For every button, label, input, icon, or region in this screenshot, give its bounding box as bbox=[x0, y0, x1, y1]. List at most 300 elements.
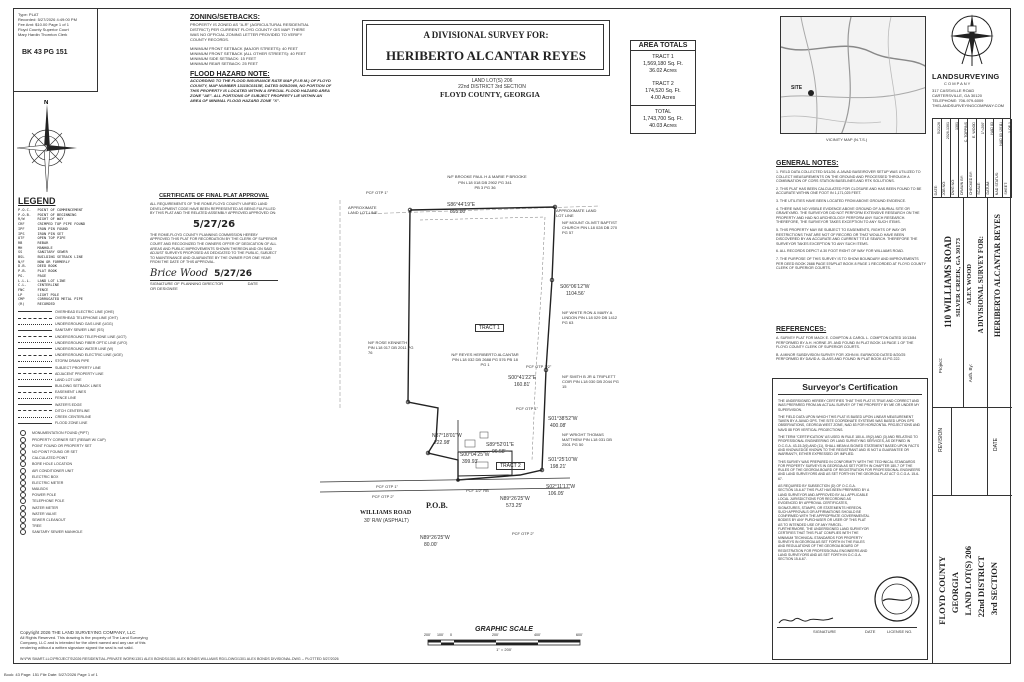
right-distance-3: 400.08' bbox=[550, 423, 567, 429]
final-plat-signature: Brice Wood bbox=[150, 267, 209, 279]
legend-point-symbol-icon bbox=[20, 529, 26, 535]
legend-point-label: SANITARY SEWER MANHOLE bbox=[32, 530, 83, 535]
general-note: 3. THE UTILITIES HAVE BEEN LOCATED FROM ABOVE GROUND EVIDENCE. bbox=[776, 198, 906, 203]
legend-point-symbol-icon bbox=[20, 486, 26, 492]
info-value: 2026-1301 bbox=[946, 122, 951, 140]
legend-abbr-item: D.B. DEED BOOK bbox=[18, 264, 57, 269]
surveyor-seal-icon bbox=[873, 575, 921, 623]
reference-item: A. SURVEY PLAT FOR MACK E. COMPTON & CAROL L. COMPTON DATED 10/13/84 PERFORMED BY A.H. HORNE JR. AND FOUND IN PLAT BOOK 18 PAGE 1 OF THE FLOYD COUNTY CLERK OF SUPERIOR COURTS. bbox=[776, 336, 917, 350]
right-bearing-2: S00°41'22"E bbox=[508, 375, 537, 381]
auth-name: ALEX WOOD bbox=[966, 264, 973, 305]
zoning-line: DISTRICT) PER CURRENT FLOYD COUNTY GIS MAP. THERE bbox=[190, 27, 306, 32]
general-note: 5. THIS PROPERTY MAY BE SUBJECT TO EASEMENTS, RIGHTS OF WAY OR RESTRICTIONS THAT ARE NOT OF RECORD OR THAT WOULD HAVE BEEN DISCOVERED BY AN ACCURATE AND CURRENT TITLE SEARCH. THEREFORE THE SURVEYOR TAKES EXCEPTION TO ANY SUCH ITEMS. bbox=[776, 227, 918, 246]
county-line: 3rd SECTION bbox=[989, 562, 999, 616]
surveyor-cert-title: Surveyor's Certification bbox=[778, 382, 922, 395]
zoning-line: MINIMUM FRONT SETBACK (ALL OTHER STREETS): 40 FEET bbox=[190, 51, 307, 56]
info-label: NAD STATUS: bbox=[994, 171, 999, 195]
surveyor-cert-paragraph: THE UNDERSIGNED HEREBY CERTIFIES THAT THIS PLAT IS TRUE AND CORRECT AND WAS PREPARED FROM AN ACTUAL SURVEY OF THE PROPERTY BY ME OR UNDER MY SUPERVISION. bbox=[778, 399, 920, 412]
project-owner: HERIBERTO ALCANTAR REYES bbox=[993, 214, 1002, 338]
rights-line: rendering without a written signature signed the seal is not valid. bbox=[20, 645, 134, 650]
recording-line: Floyd County Superior Court bbox=[18, 27, 69, 32]
general-notes-title: GENERAL NOTES: bbox=[776, 160, 839, 167]
scale-tick-label: 200' bbox=[424, 633, 431, 637]
legend-line-symbol bbox=[18, 386, 52, 387]
right-owner-2: N/F WHITE RON & MARY A LINDON PIN L18 029 DB 1412 PG 63 bbox=[562, 310, 618, 325]
legend-line-symbol bbox=[18, 379, 52, 380]
district: 22nd DISTRICT 3rd SECTION bbox=[458, 84, 526, 90]
bottom-distance-2: 106.05' bbox=[548, 491, 565, 497]
legend-point-symbol-icon bbox=[20, 523, 26, 529]
tract2-label: TRACT 2 bbox=[652, 81, 674, 87]
legend-point-label: ELECTRIC METER bbox=[32, 480, 64, 485]
county-line: LAND LOT(S) 206 bbox=[963, 546, 973, 616]
site-label: SITE bbox=[791, 85, 803, 91]
info-label: DWG NO: bbox=[951, 178, 956, 195]
info-value: NAD 83 bbox=[989, 122, 994, 135]
info-label: DRAWN BY: bbox=[959, 174, 964, 195]
top-distance: 895.80' bbox=[450, 209, 467, 215]
legend-line-label: SANITARY SEWER LINE (SS) bbox=[55, 328, 104, 333]
inner-bearing-1: N87°18'01"W bbox=[432, 433, 462, 439]
flood-line: COUNTY, MAP NUMBER 13115C0315E, DATED 9/25/2009, NO PORTION OF bbox=[190, 83, 332, 88]
zoning-line: PROPERTY IS ZONED AS "A-R" (AGRICULTURAL RESIDENTIAL bbox=[190, 22, 310, 27]
final-plat-date-label: DATE bbox=[247, 280, 258, 286]
legend-title: LEGEND bbox=[18, 196, 56, 206]
legend-abbr-item: (R) RECORDED bbox=[18, 302, 55, 307]
pcf-label: PCF OTP 2" bbox=[512, 531, 535, 536]
legend-point-label: CALCULATED POINT bbox=[32, 456, 68, 461]
final-plat-sig-label: SIGNATURE OF PLANNING DIRECTOR bbox=[150, 280, 224, 286]
general-notes bbox=[776, 160, 926, 274]
legend-point-symbol-icon bbox=[20, 480, 26, 486]
legend-abbr-item: LP LIGHT POLE bbox=[18, 292, 60, 297]
legend-abbr-item: L.L.L. LAND LOT LINE bbox=[18, 278, 66, 283]
info-value: C. TOPPINS bbox=[963, 122, 968, 143]
legend-line-symbol bbox=[18, 392, 52, 393]
graphic-scale-title: GRAPHIC SCALE bbox=[475, 626, 533, 633]
legend-point-label: TELEPHONE POLE bbox=[32, 499, 65, 504]
legend-abbr-item: P.O.C. POINT OF COMMENCEMENT bbox=[18, 208, 83, 212]
right-owner-3: N/F SMITH B JR & TRIPLETT COIR PIN L18 030 DB 2044 PG 15 bbox=[562, 374, 619, 389]
footer-bottom: Book: 43 Page: 151 File Date: 5/27/2026 Page 1 of 1 bbox=[4, 672, 98, 677]
inner-distance-1: 222.98' bbox=[434, 440, 451, 446]
surveyor-cert-paragraph: THIS SURVEY WAS PREPARED IN CONFORMITY WITH THE TECHNICAL STANDARDS FOR PROPERTY SURVEYS IN GEORGIA AS SET FORTH IN CHAPTER 180-7 OF THE RULES OF THE GEORGIA BOARD OF REGISTRATION FOR PROFESSIONAL ENGINEERS AND LAND SURVEYORS AND AS SET FORTH IN THE GEORGIA PLAT ACT O.C.G.A. 15-6-67. bbox=[778, 459, 921, 481]
right-distance-2: 160.81' bbox=[514, 382, 531, 388]
references-title: REFERENCES: bbox=[776, 326, 827, 333]
approx-land-lot-2: APPROXIMATE LAND LOT LINE bbox=[556, 208, 597, 218]
legend-abbr-item: OTF OPEN TOP PIPE bbox=[18, 236, 66, 241]
tract1-owner: N/F REYES HERIBERTO ALCANTAR PIN L18 032 DB 2688 PG 576 PB 18 PG 1 bbox=[451, 352, 519, 367]
inner-distance-3: 399.93' bbox=[462, 459, 479, 465]
county-line: 22nd DISTRICT bbox=[976, 556, 986, 618]
legend-point-label: NO POINT FOUND OR SET bbox=[32, 449, 78, 454]
revision-date-label: DATE bbox=[993, 438, 999, 451]
scale-tick-label: 0 bbox=[450, 633, 452, 637]
tract2-acres: 4.00 Acres bbox=[650, 95, 676, 101]
title-box bbox=[362, 20, 610, 76]
right-distance-1: 1104.56' bbox=[566, 291, 585, 297]
legend-line-label: UNDERGROUND ELECTRIC LINE (UGE) bbox=[55, 353, 123, 358]
legend-line-label: UNDERGROUND GAS LINE (UGG) bbox=[55, 322, 113, 327]
legend-line-symbol bbox=[18, 373, 52, 374]
legend-point-symbol-icon bbox=[20, 474, 26, 480]
flood-line: ZONE "AE". ALL PORTIONS OF SUBJECT PROPERTY LIE WITHIN AN bbox=[190, 93, 323, 98]
rights-line: All Rights Reserved. This drawing is the property of The Land Surveying bbox=[20, 635, 148, 640]
company-address bbox=[932, 88, 1004, 108]
right-owner-4: N/F WRIGHT THOMAS MATTHEW PIN L18 031 DB 2501 PG 50 bbox=[562, 432, 612, 447]
legend-line-label: CREEK CENTERLINE bbox=[55, 415, 92, 420]
general-note: 7. THE PURPOSE OF THIS SURVEY IS TO SHOW BOUNDARY AND IMPROVEMENTS PER DEED BOOK 2688 PAGE 576/PLAT BOOK 8 PAGE 1 RECORDED AT FLOYD COUNTY CLERK OF SUPERIOR COURTS. bbox=[776, 256, 926, 271]
legend-line-label: UNDERGROUND FIBER OPTIC LINE (UFO) bbox=[55, 340, 128, 345]
right-bearing-3: S01°38'52"W bbox=[548, 416, 578, 422]
recording-line: Mary Hardin Thornton Clerk bbox=[18, 32, 68, 37]
legend-line-label: LAND LOT LINE bbox=[55, 377, 82, 382]
legend-abbr-item: RB REBAR bbox=[18, 240, 49, 245]
legend-point-label: POWER POLE bbox=[32, 493, 57, 498]
zoning-line: MINIMUM REAR SETBACK: 25 FEET bbox=[190, 61, 259, 66]
legend-line-symbol bbox=[18, 423, 52, 424]
legend-point-symbol-icon bbox=[20, 511, 26, 517]
tract2-label: TRACT 2 bbox=[496, 462, 525, 470]
surveyor-cert-paragraph: THE FIELD DATA UPON WHICH THIS PLAT IS BASED UPON LINEAR MEASUREMENT TAKEN BY A JAVAD GPS. THE SITE COORDINATE SYSTEMS WAS BASED UPON GPS OBSERVATIONS, GEORGIA WEST ZONE, NAD 83 FOR HORIZONTAL PROJECTIONS AND NAVD 88 FOR VERTICAL PROJECTIONS. bbox=[778, 414, 920, 432]
legend-point-symbol-icon bbox=[20, 437, 26, 443]
info-column bbox=[951, 119, 960, 197]
legend-point-symbol-icon bbox=[20, 492, 26, 498]
tract1-sqft: 1,569,180 Sq. Ft. bbox=[643, 61, 683, 67]
tract1-label: TRACT 1 bbox=[475, 324, 504, 332]
info-value: 5/21/26 bbox=[937, 122, 942, 134]
flood-line: THIS PROPERTY IS LOCATED WITHIN A SPECIAL FLOOD HAZARD AREA bbox=[190, 88, 330, 93]
info-value: E. WOOD bbox=[972, 122, 977, 138]
legend-line-symbol bbox=[18, 367, 52, 368]
project-label: Project: bbox=[938, 358, 943, 374]
company-name: LANDSURVEYING bbox=[932, 72, 1000, 81]
info-column bbox=[959, 119, 968, 197]
surveyor-cert-paragraphs bbox=[778, 399, 922, 561]
survey-type: A DIVISIONAL SURVEY FOR: bbox=[423, 30, 549, 40]
area-totals-body bbox=[630, 51, 696, 134]
legend-line-symbol bbox=[18, 398, 52, 399]
top-ref: PIN L18 018 DB 2902 PG 341 PB 3 PG 36 bbox=[458, 180, 512, 190]
info-column bbox=[1003, 119, 1012, 197]
legend-line-label: FENCE LINE bbox=[55, 396, 77, 401]
legend-line-symbol bbox=[18, 330, 52, 331]
copyright-line: Copyright 2026 THE LAND SURVEYING COMPANY, LLC bbox=[20, 630, 136, 635]
legend-line-symbol bbox=[18, 318, 52, 319]
legend-point-label: POINT FOUND OR PROPERTY SET bbox=[32, 443, 92, 448]
legend-line-symbol bbox=[18, 404, 52, 405]
legend-point-label: WATER VALVE bbox=[32, 511, 57, 516]
inner-distance-2: 96.58' bbox=[492, 449, 506, 455]
final-plat-title: CERTIFICATE OF FINAL PLAT APPROVAL bbox=[159, 193, 269, 199]
general-note: 6. ALL RECORDS DEPICT A 30 FOOT RIGHT OF WAY FOR WILLIAMS ROAD. bbox=[776, 249, 905, 254]
scale-bar bbox=[424, 639, 584, 647]
legend-abbr-item: IPF IRON PIN FOUND bbox=[18, 226, 68, 231]
legend-line-symbol bbox=[18, 361, 52, 362]
scale-tick-label: 600' bbox=[576, 633, 583, 637]
info-rows bbox=[933, 119, 1012, 197]
bottom-distance-1: 573.25' bbox=[506, 503, 523, 509]
legend-line-symbol bbox=[18, 348, 52, 349]
legend-point-label: MONUMENTATION FOUND (PIPT) bbox=[32, 431, 89, 436]
auth-label: Auth. By: bbox=[968, 364, 973, 383]
surveyor-date-label: DATE bbox=[865, 629, 876, 634]
top-bearing: S86°44'19"E bbox=[447, 202, 476, 208]
info-column bbox=[977, 119, 986, 197]
zoning-line: WAS NO OFFICIAL ZONING LETTER PROVIDED TO VERIFY bbox=[190, 32, 303, 37]
area-totals-title: AREA TOTALS bbox=[630, 40, 696, 51]
scale-ticks bbox=[424, 633, 584, 639]
legend-line-label: WATER'S EDGE bbox=[55, 402, 82, 407]
surveyor-sig-label: SIGNATURE bbox=[813, 629, 837, 634]
pcf-label: PCF 1/2" RB bbox=[466, 488, 489, 493]
legend-line-label: SUBJECT PROPERTY LINE bbox=[55, 365, 101, 370]
legend-line-symbol bbox=[18, 311, 52, 312]
legend-line-label: OVERHEAD ELECTRIC LINE (OHE) bbox=[55, 309, 115, 314]
legend-lines bbox=[18, 309, 158, 427]
inner-bearing-4: S01°25'10"W bbox=[548, 457, 578, 463]
book-page: BK 43 PG 151 bbox=[22, 49, 68, 56]
legend-line-label: EASEMENT LINES bbox=[55, 390, 87, 395]
bottom-bearing-3: N89°26'25"W bbox=[420, 535, 450, 541]
legend-abbr-item: N/F NOW OR FORMERLY bbox=[18, 259, 70, 264]
legend-line-symbol bbox=[18, 336, 52, 337]
zoning-line: MINIMUM FRONT SETBACK (MAJOR STREETS): 40 FEET bbox=[190, 46, 298, 51]
legend-line-label: ADJACENT PROPERTY LINE bbox=[55, 371, 104, 376]
legend-abbreviations bbox=[18, 208, 158, 307]
inner-bearing-3: S00°04'25"W bbox=[460, 452, 490, 458]
flood-lines bbox=[190, 78, 340, 103]
info-column bbox=[942, 119, 951, 197]
legend-abbr-item: IPS IRON PIN SET bbox=[18, 231, 64, 236]
info-value: 1 OF 1 bbox=[1007, 122, 1012, 133]
general-notes-list bbox=[776, 170, 926, 271]
info-column bbox=[994, 119, 1003, 197]
owner-name: HERIBERTO ALCANTAR REYES bbox=[386, 48, 586, 63]
info-value: NAD 83 (2011) bbox=[998, 122, 1003, 146]
bottom-distance-3: 80.00' bbox=[424, 542, 438, 548]
footer-path: W:\PW SMART-LLC\PROJECTS\2026 RESIDENTIAL-PRIVATE WORK\1301 ALEX BONDS\1301 ALEX BONDS WILLIAMS RD\1-DWG\1301 ALEX BONDS DIVISIONAL.DWG -- PLOTTED 5/27/2026 bbox=[20, 657, 339, 661]
county-block bbox=[933, 495, 1012, 666]
county-line: GEORGIA bbox=[950, 572, 960, 614]
tract1-acres: 36.02 Acres bbox=[649, 68, 677, 74]
legend-abbr-item: P.O.B. POINT OF BEGINNING bbox=[18, 212, 77, 217]
legend-abbr-item: MH MANHOLE bbox=[18, 245, 53, 250]
final-plat-date2: 5/27/26 bbox=[214, 268, 252, 279]
flood-line: AREA OF MINIMAL FLOOD HAZARD ZONE "X". bbox=[190, 98, 281, 103]
legend-point-label: BORE HOLE LOCATION bbox=[32, 462, 73, 467]
flood-title: FLOOD HAZARD NOTE: bbox=[190, 71, 270, 78]
total-sqft: 1,743,700 Sq. Ft. bbox=[643, 116, 683, 122]
vicinity-label: VICINITY MAP (N.T.S.) bbox=[826, 137, 868, 142]
legend-line-label: STORM DRAIN PIPE bbox=[55, 359, 90, 364]
info-label: DATUM: bbox=[986, 181, 991, 195]
company-logo-icon bbox=[944, 12, 1000, 70]
final-plat-sig-label2: OR DESIGNEE bbox=[150, 285, 178, 291]
right-bearing-1: S06°06'12"W bbox=[560, 284, 590, 290]
legend-point-label: ELECTRIC BOX bbox=[32, 474, 59, 479]
references bbox=[776, 326, 926, 365]
company-line: 317 CASSVILLE ROAD bbox=[932, 88, 975, 93]
zoning-line: MINIMUM SIDE SETBACK: 15 FEET bbox=[190, 56, 257, 61]
revision-block bbox=[933, 407, 1012, 496]
references-list bbox=[776, 336, 926, 362]
general-note: 2. THIS PLAT HAS BEEN CALCULATED FOR CLOSURE AND HAS BEEN FOUND TO BE ACCURATE WITHIN ONE FOOT IN 1,171,025 FEET. bbox=[776, 186, 922, 196]
legend-point-label: AIR CONDITIONER UNIT bbox=[32, 468, 74, 473]
legend-abbr-item: PG. PAGE bbox=[18, 273, 47, 278]
company-line: THELANDSURVEYINGCOMPANY.COM bbox=[932, 103, 1005, 108]
recording-line: Fee Amt: $10.00 Page 1 of 1 bbox=[18, 22, 69, 27]
legend-point-label: WATER METER bbox=[32, 505, 59, 510]
title-column bbox=[932, 118, 1011, 664]
pcf-label: PCF OTP 1" bbox=[376, 484, 399, 489]
legend-point-label: PROPERTY CORNER SET (REBAR W/ CAP) bbox=[32, 437, 106, 442]
north-arrow-icon bbox=[14, 100, 80, 196]
graphic-scale bbox=[424, 626, 584, 652]
bottom-bearing-2: S02°11'17"W bbox=[546, 484, 576, 490]
zoning-notes bbox=[190, 14, 340, 103]
company-line: TELEPHONE: 706-979-6009 bbox=[932, 98, 984, 103]
surveyor-license-label: LICENSE NO. bbox=[887, 629, 913, 634]
legend-abbr-item: P.B. PLAT BOOK bbox=[18, 269, 57, 274]
legend-point-symbol-icon bbox=[20, 443, 26, 449]
recording-line: Type: PLAT bbox=[18, 12, 39, 17]
inner-distance-4: 198.21' bbox=[550, 464, 567, 470]
scale-tick-label: 200' bbox=[492, 633, 499, 637]
surveyor-certification bbox=[772, 378, 928, 660]
company-line: CARTERSVILLE, GA 30120 bbox=[932, 93, 982, 98]
info-column bbox=[968, 119, 977, 197]
road-name: WILLIAMS ROAD bbox=[360, 510, 412, 516]
total-label: TOTAL bbox=[654, 109, 672, 115]
zoning-title: ZONING/SETBACKS: bbox=[190, 14, 260, 21]
svg-text:N: N bbox=[44, 100, 49, 106]
zoning-lines bbox=[190, 22, 340, 66]
legend-line-item bbox=[18, 420, 158, 426]
info-label: SHEET: bbox=[1003, 182, 1008, 195]
reference-item: B. A MINOR SUBDIVISION SURVEY FOR JOHN M. EARWOOD DATED 8/20/25 PERFORMED BY DAVID A. GLASS AND FOUND IN PLAT BOOK 43 PG 222. bbox=[776, 352, 906, 362]
vicinity-map-drawing bbox=[781, 17, 926, 134]
project-block bbox=[933, 197, 1012, 408]
info-column bbox=[933, 119, 942, 197]
final-plat-para2: THE ROME-FLOYD COUNTY PLANNING COMMISSION HEREBY APPROVED THIS PLAT FOR RECORDATION BY THE CLERK OF SUPERIOR COURT AND RECOGNIZED THE OWNERS OFFER OF DEDICATION OF ALL AREAS AND PUBLIC IMPROVEMENTS SHOWN THEREON AND ON SAID ADJUST SURVEYS PROPOSED AS DEDICATED TO THE PUBLIC, SUBJECT TO MAINTENANCE AND GUARANTEE BY THE OWNER FOR ONE YEAR FROM THE DATE OF THIS APPROVAL. bbox=[150, 232, 278, 265]
top-owner: N/F BROOKE PAUL H & MARIE P BROOKE bbox=[447, 174, 527, 179]
legend-point-symbol-icon bbox=[20, 430, 26, 436]
legend-point-label: SEWER CLEANOUT bbox=[32, 518, 66, 523]
final-plat-para1: ALL REQUIREMENTS OF THE ROME-FLOYD COUNTY UNIFIED LAND DEVELOPMENT CODE HAVE BEEN REPRESENTED AS BEING FULFILLED BY THIS PLAT AND THE RELATED ASSEMBLY APPROVED APPROVED ON: bbox=[150, 202, 277, 216]
info-value: 1301 bbox=[954, 122, 959, 130]
legend-line-label: FLOOD ZONE LINE bbox=[55, 421, 88, 426]
legend-point-symbol-icon bbox=[20, 449, 26, 455]
legend-abbr-item: BSL BUILDING SETBACK LINE bbox=[18, 255, 83, 260]
legend-abbr-item: C.L. CENTERLINE bbox=[18, 283, 60, 288]
final-plat-date1: 5/27/26 bbox=[192, 218, 236, 230]
zoning-line: COUNTY RECORDS. bbox=[190, 37, 230, 42]
flood-line: ACCORDING TO THE FLOOD INSURANCE RATE MAP (F.I.R.M.) OF FLOYD bbox=[190, 78, 331, 83]
pob-label: P.O.B. bbox=[426, 501, 448, 510]
pcf-label: PCF OTP 2" bbox=[372, 494, 395, 499]
info-column bbox=[986, 119, 995, 197]
legend-point-symbol-icon bbox=[20, 455, 26, 461]
legend-line-symbol bbox=[18, 324, 52, 325]
legend-line-label: UNDERGROUND TELEPHONE LINE (UGT) bbox=[55, 334, 127, 339]
pcf-label: PCF OTP 1/2" bbox=[526, 364, 552, 369]
legend-point-symbol-icon bbox=[20, 517, 26, 523]
project-city: SILVER CREEK, GA 30173 bbox=[955, 238, 962, 317]
legend-line-label: OVERHEAD TELEPHONE LINE (OHT) bbox=[55, 316, 118, 321]
tract2-sqft: 174,520 Sq. Ft. bbox=[645, 88, 681, 94]
legend-abbr-item: R/W RIGHT OF WAY bbox=[18, 217, 64, 222]
recording-stamp bbox=[13, 8, 98, 92]
county-title: FLOYD COUNTY, GEORGIA bbox=[440, 90, 540, 99]
legend-line-label: BUILDING SETBACK LINES bbox=[55, 384, 102, 389]
surveyor-signature-icon bbox=[777, 613, 837, 627]
legend-point-symbol-icon bbox=[20, 468, 26, 474]
inner-bearing-2: S89°52'01"E bbox=[486, 442, 515, 448]
legend-line-symbol bbox=[18, 342, 52, 343]
recording-line: Recorded: 5/27/2026 4:49:00 PM bbox=[18, 17, 77, 22]
legend-abbr-item: SS SANITARY SEWER bbox=[18, 250, 68, 255]
pcf-label: PCF OTP 1" bbox=[516, 406, 539, 411]
scale-unit: 1" = 200' bbox=[496, 647, 512, 652]
area-totals bbox=[630, 40, 696, 134]
legend-abbr-item: CMP CORRUGATED METAL PIPE bbox=[18, 297, 83, 302]
road-rw: 30' R/W (ASPHALT) bbox=[364, 518, 409, 524]
legend-point-item bbox=[18, 529, 158, 535]
info-label: SCALE: bbox=[977, 182, 982, 195]
legend-line-label: DITCH CENTERLINE bbox=[55, 408, 90, 413]
surveyor-cert-paragraph: THE TERM "CERTIFICATION" AS USED IN RULE 180-6-.09(2) AND (3) AND RELATING TO PROFESSIONAL ENGINEERING OR LAND SURVEYING SERVICES, AS DEFINED IN O.C.G.A. 43-15-2(6) AND (11), SHALL MEAN A SIGNED STATEMENT BASED UPON FACTS AND KNOWLEDGE KNOWN TO THE REGISTRANT AND IS NOT A GUARANTEE OR WARRANTY, EITHER EXPRESSED OR IMPLIED. bbox=[778, 435, 920, 457]
total-acres: 40.03 Acres bbox=[649, 123, 677, 129]
scale-tick-label: 100' bbox=[437, 633, 444, 637]
approx-land-lot-1: APPROXIMATE LAND LOT LINE bbox=[348, 205, 378, 215]
tract1-label: TRACT 1 bbox=[652, 54, 674, 60]
general-note: 4. THERE WAS NO VISIBLE EVIDENCE ABOVE GROUND OF A BURIAL SITE OR GRAVEYARD. THE SURVEYOR DID NOT PERFORM EXTENSIVE RESEARCH ON THE PROPERTY AND HAD NO ARCHEOLOGY PERFORM ANY SUCH RESEARCH. THEREFORE, THE SURVEYOR TAKES EXCEPTION TO ANY SUCH ITEMS. bbox=[776, 206, 920, 225]
final-plat-approval bbox=[150, 193, 278, 291]
legend-point-label: MAILBOX bbox=[32, 487, 48, 492]
info-label: CHECKED BY: bbox=[968, 170, 973, 195]
scale-tick-label: 400' bbox=[534, 633, 541, 637]
footer-copyright bbox=[20, 630, 180, 650]
legend-line-symbol bbox=[18, 410, 52, 411]
legend-point-symbol-icon bbox=[20, 505, 26, 511]
legend-point-label: TREE bbox=[32, 524, 42, 529]
project-road: 110 WILLIAMS ROAD bbox=[943, 236, 953, 328]
legend-line-label: UNDERGROUND WATER LINE (W) bbox=[55, 346, 114, 351]
legend-points bbox=[18, 430, 158, 535]
rights-line: Company, LLC and is intended for the client named and any use of this bbox=[20, 640, 146, 645]
pcf-label: PCF OTP 1" bbox=[366, 190, 389, 195]
revision-label: REVISION bbox=[938, 428, 944, 452]
legend bbox=[18, 196, 158, 536]
county-line: FLOYD COUNTY bbox=[937, 556, 947, 625]
right-owner-1: N/F MOUNT OLIVET BAPTIST CHURCH PIN L18 028 DB 270 PG 57 bbox=[562, 220, 618, 235]
project-survey: A DIVISIONAL SURVEY FOR: bbox=[977, 236, 985, 334]
legend-abbr-item: FNC FENCE bbox=[18, 287, 49, 292]
vicinity-map bbox=[780, 16, 926, 134]
left-owner: N/F ROSE KENNETH PIN L18 017 DB 2011 PG 76 bbox=[368, 340, 414, 355]
general-note: 1. FIELD DATA COLLECTED 5/11/26. A JAVAD BASE/ROVER SETUP WAS UTILIZED TO COLLECT MEASUREMENTS ON THE GROUND AND PROCESSED THROUGH A COMBINATION OF CORS STATION BASELINES AND RTK SOLUTIONS. bbox=[776, 170, 921, 184]
info-label: DATE: bbox=[933, 184, 938, 195]
company-sub: C O M P A N Y bbox=[944, 81, 971, 86]
info-label: JOB NO: bbox=[942, 180, 947, 195]
info-value: 1"=200' bbox=[981, 122, 986, 135]
surveyor-cert-paragraph: AS REQUIRED BY SUBSECTION (D) OF O.C.G.A. SECTION 15-6-67 THIS PLAT HAS BEEN PREPARED BY A LAND SURVEYOR AND APPROVED BY ALL APPLICABLE LOCAL JURISDICTIONS FOR RECORDING AS EVIDENCED BY APPROVAL CERTIFICATES, SIGNATURES, STAMPS, OR STATEMENTS HEREON. SUCH APPROVALS OR AFFIRMATIONS SHOULD BE CONFIRMED WITH THE APPROPRIATE GOVERNMENTAL BODIES BY ANY PURCHASER OR USER OF THIS PLAT AS TO INTENDED USE OF ANY PARCEL. FURTHERMORE, THE UNDERSIGNED LAND SURVEYOR CERTIFIES THAT THIS PLAT COMPLIES WITH THE MINIMUM TECHNICAL STANDARDS FOR PROPERTY SURVEYS IN GEORGIA AS SET FORTH IN THE RULES AND REGULATIONS OF THE GEORGIA BOARD OF REGISTRATION FOR PROFESSIONAL ENGINEERS AND LAND SURVEYORS AND AS SET FORTH IN O.C.G.A. SECTION 15-6-67. bbox=[778, 484, 870, 562]
bottom-bearing-1: N89°26'25"W bbox=[500, 496, 530, 502]
legend-point-symbol-icon bbox=[20, 461, 26, 467]
legend-line-symbol bbox=[18, 355, 52, 356]
legend-abbr-item: CRF CRIMPED TOP PIPE FOUND bbox=[18, 222, 86, 227]
